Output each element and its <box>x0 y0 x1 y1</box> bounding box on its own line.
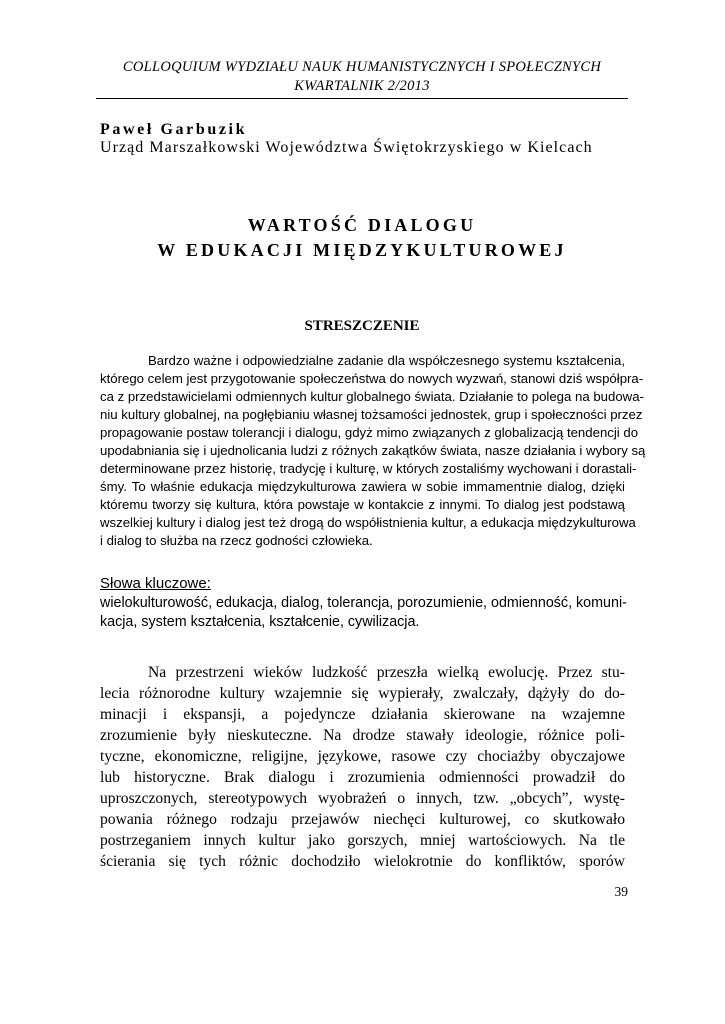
article-title <box>96 213 628 263</box>
body-line: lecia różnorodne kultury wzajemnie się wypierały, zwalczały, dążyły do do- <box>100 685 625 702</box>
abstract-line: którego celem jest przygotowanie społeczeństwa do nowych wyzwań, stanowi dziś współpra- <box>100 371 644 386</box>
keywords-line: kacja, system kształcenia, kształcenie, cywilizacja. <box>100 614 420 630</box>
body-line: tyczne, ekonomiczne, religijne, językowe, rasowe czy chociażby obyczajowe <box>100 748 625 765</box>
abstract-line: ca z przedstawicielami odmiennych kultur globalnego świata. Działanie to polega na budowa- <box>100 389 644 404</box>
keywords-label: Słowa kluczowe: <box>100 575 211 592</box>
abstract-line: upodabniania się i ujednolicania ludzi z różnych zakątków świata, nasze działania i wybory są <box>100 443 646 458</box>
abstract-line: któremu tworzy się kultura, która powstaje w kontakcie z innymi. To dialog jest podstawą <box>100 497 625 512</box>
author-name: Paweł Garbuzik <box>100 121 248 138</box>
page-number: 39 <box>614 884 628 899</box>
article-title-line-2: W EDUKACJI MIĘDZYKULTUROWEJ <box>157 240 567 260</box>
article-title-line-1: WARTOŚĆ DIALOGU <box>247 215 477 235</box>
body-line: powania różnego rodzaju przejawów niechęci kulturowej, co skutkowało <box>100 811 625 828</box>
body-line: Na przestrzeni wieków ludzkość przeszła wielką ewolucję. Przez stu- <box>148 664 625 681</box>
abstract-line: Bardzo ważne i odpowiedzialne zadanie dla współczesnego systemu kształcenia, <box>148 353 625 368</box>
header-divider <box>96 98 628 99</box>
abstract-line: niu kultury globalnej, na pogłębianiu własnej tożsamości jednostek, grup i społeczności przez <box>100 407 643 422</box>
body-line: zrozumienie były nieskuteczne. Na drodze stawały ideologie, różnice poli- <box>100 727 625 744</box>
abstract-line: i dialog to służba na rzecz godności człowieka. <box>100 533 373 548</box>
journal-header-line-1: COLLOQUIUM WYDZIAŁU NAUK HUMANISTYCZNYCH I SPOŁECZNYCH <box>122 59 602 75</box>
body-line: uproszczonych, stereotypowych wyobrażeń o innych, tzw. „obcych”, wystę- <box>100 790 625 807</box>
journal-header-line-2: KWARTALNIK 2/2013 <box>294 78 430 94</box>
abstract-line: determinowane przez historię, tradycję i kulturę, w których zostaliśmy wychowani i dorastali- <box>100 461 637 476</box>
journal-header <box>96 58 628 96</box>
keywords-line: wielokulturowość, edukacja, dialog, tolerancja, porozumienie, odmienność, komuni- <box>100 595 627 611</box>
abstract-line: wszelkiej kultury i dialog jest też drogą do współistnienia kultur, a edukacja międzykulturowa <box>100 515 636 530</box>
author-affiliation: Urząd Marszałkowski Województwa Świętokrzyskiego w Kielcach <box>100 139 593 156</box>
abstract-heading: STRESZCZENIE <box>304 318 420 334</box>
abstract-line: śmy. To właśnie edukacja międzykulturowa zawiera w sobie immamentnie dialog, dzięki <box>100 479 625 494</box>
body-line: ścierania się tych różnic dochodziło wielokrotnie do konfliktów, sporów <box>100 853 625 870</box>
body-line: minacji i ekspansji, a pojedyncze działania skierowane na wzajemne <box>100 706 625 723</box>
abstract-line: propagowanie postaw tolerancji i dialogu, gdyż mimo związanych z globalizacją tendencji do <box>100 425 639 440</box>
body-line: lub historyczne. Brak dialogu i zrozumienia odmienności prowadził do <box>100 769 625 786</box>
body-line: postrzeganiem innych kultur jako gorszych, mniej wartościowych. Na tle <box>100 832 625 849</box>
